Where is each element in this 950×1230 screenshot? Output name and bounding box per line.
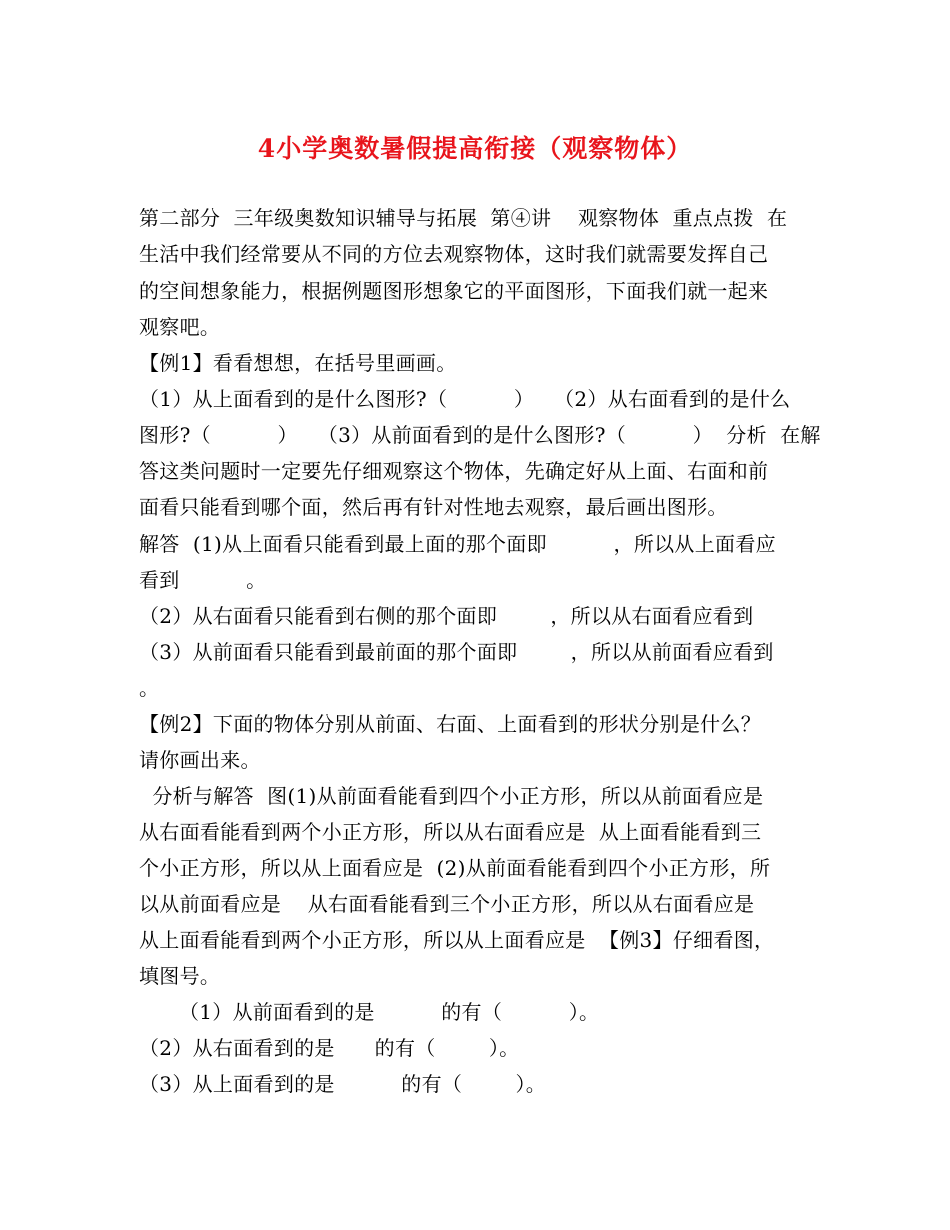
- body-line-8: 答这类问题时一定要先仔细观察这个物体，先确定好从上面、右面和前: [139, 459, 769, 483]
- answer-line-3: （2）从右面看只能看到右侧的那个面即 ，所以从右面看应看到: [139, 604, 754, 628]
- body-line-17: 分析与解答 图(1)从前面看能看到四个小正方形，所以从前面看应是: [139, 784, 764, 808]
- body-line-22: 填图号。: [139, 964, 221, 988]
- answer-line-4: （3）从前面看只能看到最前面的那个面即 ，所以从前面看应看到: [139, 640, 774, 664]
- document-title: 4小学奥数暑假提高衔接（观察物体）: [257, 134, 693, 163]
- body-line-9: 面看只能看到哪个面，然后再有针对性地去观察，最后画出图形。: [139, 495, 728, 519]
- answer-line-2: 看到 。: [139, 568, 267, 592]
- body-line-7: 图形?（ ） （3）从前面看到的是什么图形?（ ） 分析 在解: [139, 423, 821, 447]
- example-2-heading: 【例2】下面的物体分别从前面、右面、上面看到的形状分别是什么？: [139, 712, 762, 736]
- body-line-19: 个小正方形，所以从上面看应是 (2)从前面看能看到四个小正方形，所: [139, 856, 771, 880]
- answer-line-5: 。: [139, 676, 160, 700]
- example-1-heading: 【例1】看看想想，在括号里画画。: [139, 351, 457, 375]
- body-line-6: （1）从上面看到的是什么图形?（ ） （2）从右面看到的是什么: [139, 387, 791, 411]
- body-line-2: 生活中我们经常要从不同的方位去观察物体，这时我们就需要发挥自己: [139, 242, 769, 266]
- body-line-18: 从右面看能看到两个小正方形，所以从右面看应是 从上面看能看到三: [139, 820, 762, 844]
- question-line-3: （3）从上面看到的是 的有（ ）。: [139, 1072, 547, 1096]
- body-line-21: 从上面看能看到两个小正方形，所以从上面看应是 【例3】仔细看图，: [139, 928, 775, 952]
- body-line-3: 的空间想象能力，根据例题图形想象它的平面图形，下面我们就一起来: [139, 279, 769, 303]
- answer-line-1: 解答 (1)从上面看只能看到最上面的那个面即 ，所以从上面看应: [139, 532, 776, 556]
- body-line-4: 观察吧。: [139, 315, 221, 339]
- body-line-1: 第二部分 三年级奥数知识辅导与拓展 第④讲 观察物体 重点点拨 在: [139, 206, 788, 230]
- body-line-16: 请你画出来。: [139, 748, 261, 772]
- question-line-2: （2）从右面看到的是 的有（ ）。: [139, 1036, 520, 1060]
- body-line-20: 以从前面看应是 从右面看能看到三个小正方形，所以从右面看应是: [139, 892, 755, 916]
- question-line-1: （1）从前面看到的是 的有（ ）。: [139, 1000, 600, 1024]
